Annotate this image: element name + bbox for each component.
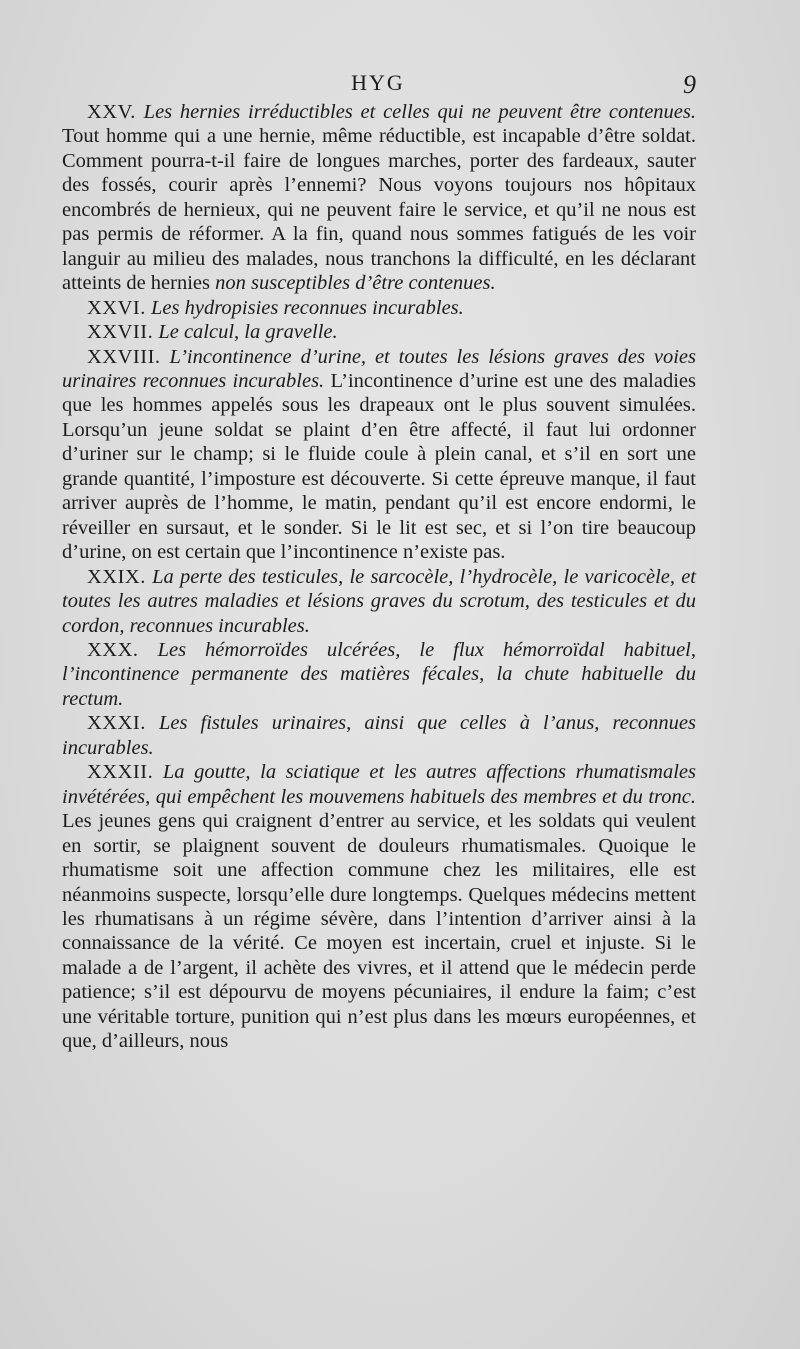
article-30 [62, 638, 696, 711]
article-number: XXIX. [87, 565, 146, 588]
article-32 [62, 760, 696, 1053]
article-title: La perte des testicules, le sarcocèle, l’hydrocèle, le varicocèle, et toutes les autres maladies et lésions graves du scrotum, des testicules et du cordon, reconnues incurables. [62, 565, 697, 637]
article-text: Tout homme qui a une hernie, même réductible, est incapable d’être soldat. Comment pourra-t-il faire de longues marches, porter des fardeaux, sauter des fossés, courir après l’ennemi? Nous voyons toujours nos hôpitaux encombrés de hernieux, qui ne peuvent faire le service, et qu’il ne nous est pas permis de réformer. A la fin, quand nous sommes fatigués de les voir languir au milieu des malades, nous tranchons la difficulté, en les déclarant atteints de hernies [62, 125, 696, 295]
article-text-italic: non susceptibles d’être contenues. [215, 272, 496, 295]
article-27 [62, 320, 696, 344]
article-title: L’incontinence d’urine, et toutes les lésions graves des voies urinaires reconnues incurables. [62, 345, 696, 392]
article-number: XXVII. [87, 321, 154, 344]
article-31 [62, 711, 696, 760]
article-title: Les hémorroïdes ulcérées, le flux hémorroïdal habituel, l’incontinence permanente des matières fécales, la chute habituelle du rectum. [62, 638, 696, 710]
article-26 [62, 296, 696, 320]
article-title: Le calcul, la gravelle. [158, 321, 338, 344]
article-25 [62, 100, 696, 296]
article-number: XXVIII. [87, 345, 161, 368]
article-title: La goutte, la sciatique et les autres affections rhumatismales invétérées, qui empêchent les mouvemens habituels des membres et du tronc. [62, 761, 696, 808]
article-number: XXV. [87, 101, 136, 123]
page-header [60, 70, 696, 100]
page-body [62, 100, 696, 1054]
article-text: L’incontinence d’urine est une des maladies que les hommes appelés sous les drapeaux ont le plus souvent simulées. Lorsqu’un jeune soldat se plaint d’en être affecté, il faut lui ordonner d’uriner sur le champ; si le fluide coule à plein canal, et s’il en sort une grande quantité, l’imposture est découverte. Si cette épreuve manque, il faut arriver auprès de l’homme, le matin, pendant qu’il est encore endormi, le réveiller en sursaut, et le sonder. Si le lit est sec, et si l’on tire beaucoup d’urine, on est certain que l’incontinence n’existe pas. [62, 369, 696, 564]
article-28 [62, 345, 696, 565]
page-number: 9 [683, 70, 696, 99]
article-title: Les hernies irréductibles et celles qui ne peuvent être contenues. [143, 101, 697, 123]
article-29 [62, 565, 696, 638]
running-head: HYG [351, 70, 405, 95]
article-number: XXVI. [87, 296, 146, 319]
article-title: Les fistules urinaires, ainsi que celles à l’anus, reconnues incurables. [62, 712, 697, 759]
article-number: XXXI. [87, 712, 146, 735]
article-number: XXX. [87, 638, 139, 661]
article-text: Les jeunes gens qui craignent d’entrer au service, et les soldats qui veulent en sortir, se plaignent souvent de douleurs rhumatismales. Quoique le rhumatisme soit une affection commune chez les militaires, elle est néanmoins suspecte, lorsqu’elle dure longtemps. Quelques médecins mettent les rhumatisans à un régime sévère, dans l’intention d’arriver ainsi à la connaissance de la vérité. Ce moyen est incertain, cruel et injuste. Si le malade a de l’argent, il achète des vivres, et il attend que le médecin perde patience; s’il est dépourvu de moyens pécuniaires, il endure la faim; c’est une véritable torture, punition qui n’est plus dans les mœurs européennes, et que, d’ailleurs, nous [62, 810, 696, 1053]
article-title: Les hydropisies reconnues incurables. [151, 296, 464, 319]
article-number: XXXII. [87, 761, 154, 784]
